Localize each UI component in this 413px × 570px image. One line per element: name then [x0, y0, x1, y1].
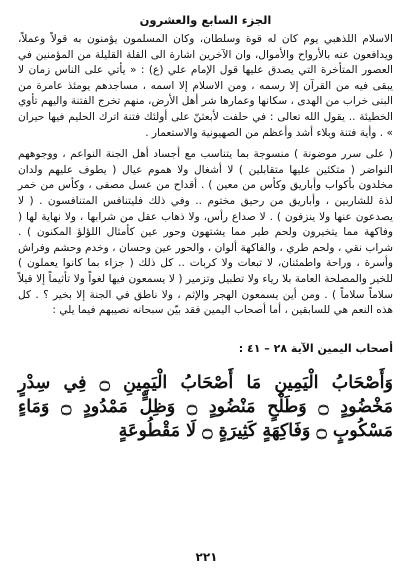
quran-verse: وَأَصْحَابُ الْيَمِينِ مَا أَصْحَابُ الْيَمِينِ ۝ فِي سِدْرٍ مَخْضُودٍ ۝ وَطَلْحٍ مَنْضُودٍ ۝ وَظِلٍّ مَمْدُودٍ ۝ وَمَاءٍ مَسْكُوبٍ ۝ وَفَاكِهَةٍ كَثِيرَةٍ ۝ لَا مَقْطُوعَةٍ — [18, 372, 393, 441]
section-title: أصحاب اليمين الآية ٢٨ – ٤١ : — [238, 341, 393, 355]
running-header: الجزء السابع والعشرون — [139, 13, 272, 27]
body-paragraph-2: ( على سرر موضونة ) منسوجة بما يتناسب مع أجساد أهل الجنة النواعم ، ووجوههم النواضر ( متكئين عليها متقابلين ) لا أشغال ولا هموم عيال ( يطوف عليهم ولدان مخلدون بأكواب وأباريق وكأس من معين ) . أقداح من عسل مصفى ، وكأس من خمر لذة للشاربين ، وأباريق من رحيق مختوم .. وفي ذلك فليتنافس المتنافسون . ( لا يصدعون عنها ولا ينزفون ) . لا صداع رأس، ولا ذهاب عقل من شرابها ، ولا نهاية لها ( وفاكهة مما يتخيرون ولحم طير مما يشتهون وحور عين كأمثال اللؤلؤ المكنون ) . شراب نقي ، ولحم طري ، والفاكهة ألوان ، والحور عين وحسان ، وخدم وحشم وفراش وأسرة ، وراحة واطمئنان، لا تبعات ولا كربات .. كل ذلك ( جزاء بما كانوا يعملون ) للخير والمصلحة العامة بلا رياء ولا تطبيل وتزمير ( لا يسمعون فيها لغواً ولا تأثيماً إلا قيلاً سلاماً سلاماً ) . ومن أين يسمعون الهجر والإثم ، ولا ناطق في الجنة إلا بخير ؟ . كل هذه النعم هي للسابقين ، أما أصحاب اليمين فقد بيّن سبحانه نصيبهم فيما يلي : — [18, 148, 393, 317]
page-number: ٢٢١ — [195, 550, 218, 564]
body-paragraph-1: الاسلام اللذهبي يوم كان له قوة وسلطان، وكان المسلمون يؤمنون به قولاً وعملاً، ويدافعون عنه بالأرواح والأموال، وان الآخرين اشارة الى القلة القليلة من المؤمنين في العصور المتأخرة التي يصدق عليها قول الإمام علي (ع) : « يأتي على الناس زمان لا يبقى فيه من القرآن إلا رسمه ، ومن الاسلام إلا اسمه ، مساجدهم يومئذ عامرة من البنى خراب من الهدى ، سكانها وعمارها شر أهل الأرض، منهم تخرج الفتنة واليهم تأوي الخطيئة .. يقول الله تعالى : في حلفت لأبعثنّ على أولئك فتنة اترك الحليم فيها حيران » . وأية فتنة وبلاء أشد وأعظم من الصهيونية والاستعمار . — [18, 33, 393, 139]
